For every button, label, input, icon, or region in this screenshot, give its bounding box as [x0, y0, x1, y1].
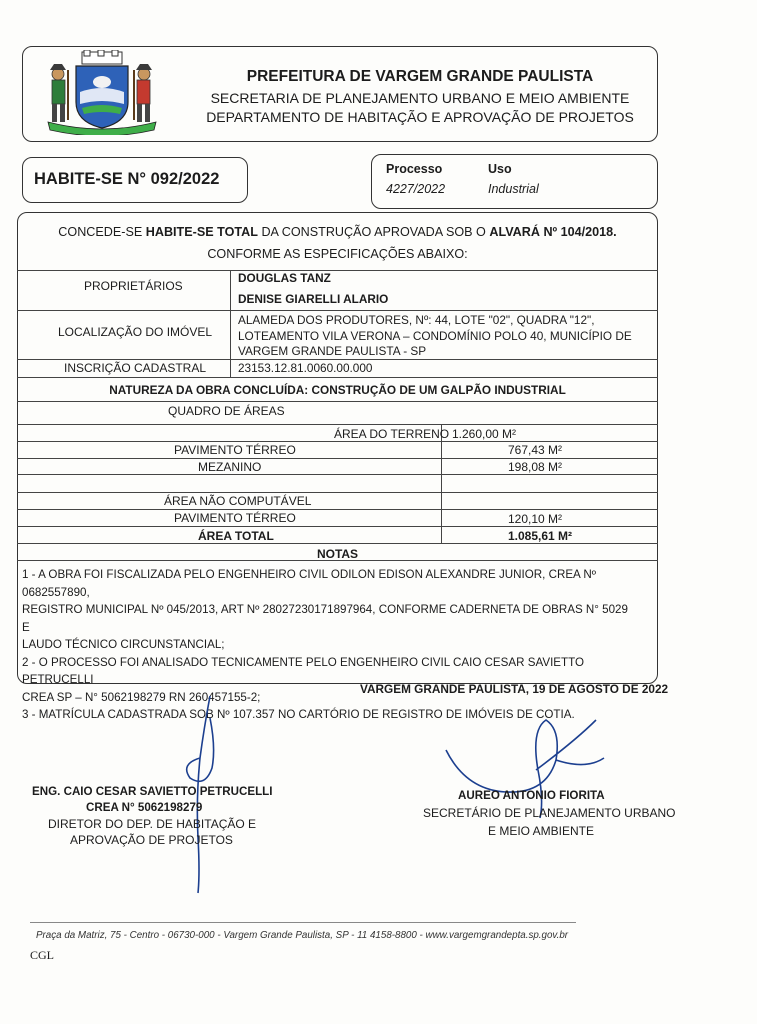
concede-mid: DA CONSTRUÇÃO APROVADA SOB O: [257, 225, 490, 239]
natureza-da-obra: NATUREZA DA OBRA CONCLUÍDA: CONSTRUÇÃO DE UM GALPÃO INDUSTRIAL: [109, 383, 566, 397]
proprietarios-label: PROPRIETÁRIOS: [84, 279, 183, 293]
localizacao-line-3: VARGEM GRANDE PAULISTA - SP: [238, 344, 427, 358]
signer-left-role-2: APROVAÇÃO DE PROJETOS: [70, 833, 233, 847]
signer-left-role-1: DIRETOR DO DEP. DE HABITAÇÃO E: [48, 817, 257, 831]
inscricao-label: INSCRIÇÃO CADASTRAL: [64, 361, 207, 375]
header-title: PREFEITURA DE VARGEM GRANDE PAULISTA: [246, 68, 594, 85]
terreno-label: ÁREA DO TERRENO: [334, 427, 450, 441]
proprietario-2: DENISE GIARELLI ALARIO: [238, 292, 389, 306]
area-total-label: ÁREA TOTAL: [198, 529, 274, 543]
notas-title: NOTAS: [316, 547, 359, 561]
area-total-value: 1.085,61 M²: [508, 529, 573, 543]
nota-line: CREA SP – N° 5062198279 RN 260457155-2;: [22, 690, 261, 704]
processo-label: Processo: [386, 162, 443, 176]
concede-habite-total: HABITE-SE TOTAL: [145, 225, 258, 239]
nota-line: 2 - O PROCESSO FOI ANALISADO TECNICAMENTE PELO ENGENHEIRO CIVIL CAIO CESAR SAVIETTO PETRUCELLI: [22, 655, 584, 686]
pav-terreo-label: PAVIMENTO TÉRREO: [174, 443, 296, 457]
nota-line: LAUDO TÉCNICO CIRCUNSTANCIAL;: [22, 638, 225, 651]
signer-right-role-1: SECRETÁRIO DE PLANEJAMENTO URBANO: [423, 806, 676, 820]
localizacao-line-2: LOTEAMENTO VILA VERONA – CONDOMÍNIO POLO 40, MUNICÍPIO DE: [238, 329, 632, 343]
footer-divider: [30, 922, 576, 923]
signer-right-role-2: E MEIO AMBIENTE: [488, 824, 595, 838]
inscricao-value: 23153.12.81.0060.00.000: [238, 361, 373, 375]
nota-line: 3 - MATRÍCULA CADASTRADA SOB Nº 107.357 NO CARTÓRIO DE REGISTRO DE IMÓVEIS DE COTIA.: [22, 708, 575, 721]
pav-terreo-value: 767,43 M²: [508, 443, 563, 457]
localizacao-label: LOCALIZAÇÃO DO IMÓVEL: [58, 325, 213, 339]
signer-right-name: AUREO ANTONIO FIORITA: [458, 789, 605, 802]
conforme-line: CONFORME AS ESPECIFICAÇÕES ABAIXO:: [207, 247, 468, 261]
proprietario-1: DOUGLAS TANZ: [238, 271, 331, 285]
habite-se-title: HABITE-SE N° 092/2022: [34, 170, 220, 188]
header-departamento: DEPARTAMENTO DE HABITAÇÃO E APROVAÇÃO DE PROJETOS: [206, 109, 634, 125]
mezanino-value: 198,08 M²: [508, 460, 563, 474]
nota-line: 1 - A OBRA FOI FISCALIZADA PELO ENGENHEIRO CIVIL ODILON EDISON ALEXANDRE JUNIOR, CREA Nº 0682557890,: [22, 568, 596, 599]
quadro-title: QUADRO DE ÁREAS: [168, 404, 285, 418]
signer-left-name: ENG. CAIO CESAR SAVIETTO PETRUCELLI: [32, 785, 273, 798]
document-date: VARGEM GRANDE PAULISTA, 19 DE AGOSTO DE 2022: [360, 682, 669, 696]
terreno-value: 1.260,00 M²: [452, 427, 517, 441]
signature-right-icon: [436, 700, 616, 820]
concede-alvara: ALVARÁ Nº 104/2018.: [489, 225, 617, 239]
pav-terreo-2-value: 120,10 M²: [508, 512, 563, 526]
initials: CGL: [30, 948, 54, 962]
footer-address: Praça da Matriz, 75 - Centro - 06730-000 - Vargem Grande Paulista, SP - 11 4158-8800 - www.vargemgrandepta.sp.gov.br: [36, 930, 569, 941]
pav-terreo-2-label: PAVIMENTO TÉRREO: [174, 511, 296, 525]
localizacao-line-1: ALAMEDA DOS PRODUTORES, Nº: 44, LOTE "02", QUADRA "12",: [238, 313, 595, 327]
mezanino-label: MEZANINO: [198, 460, 262, 474]
uso-value: Industrial: [488, 182, 539, 196]
concede-pre: CONCEDE-SE: [58, 225, 146, 239]
header-secretaria: SECRETARIA DE PLANEJAMENTO URBANO E MEIO AMBIENTE: [210, 90, 630, 106]
municipal-coat-of-arms-icon: [40, 50, 162, 135]
signer-left-crea: CREA N° 5062198279: [86, 801, 203, 814]
processo-value: 4227/2022: [386, 182, 446, 196]
uso-label: Uso: [488, 162, 512, 176]
concede-line: [22, 225, 653, 239]
nota-line: REGISTRO MUNICIPAL Nº 045/2013, ART Nº 28027230171897964, CONFORME CADERNETA DE OBRAS N° 5029 E: [22, 603, 628, 634]
nao-computavel-label: ÁREA NÃO COMPUTÁVEL: [164, 494, 312, 508]
